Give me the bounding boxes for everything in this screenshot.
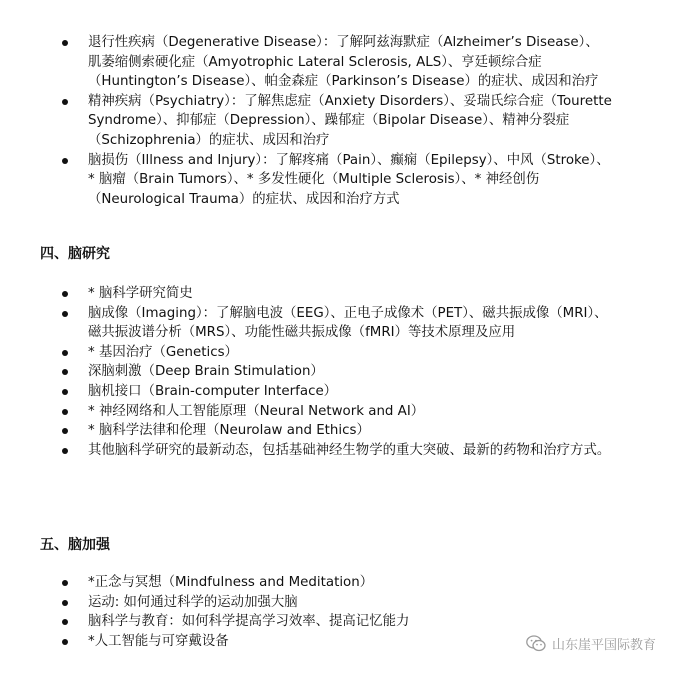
wechat-icon [526,635,546,652]
bullet-icon [62,580,68,586]
list-item: * 脑科学研究简史 [0,284,674,304]
bullet-icon [62,448,68,454]
bullet-icon [62,369,68,375]
list-item: * 脑科学法律和伦理（Neurolaw and Ethics） [0,421,674,441]
section4-list [0,284,674,460]
bullet-icon [62,428,68,434]
list-item: *人工智能与可穿戴设备 [0,632,674,652]
list-item: 运动: 如何通过科学的运动加强大脑 [0,593,674,613]
watermark [526,634,656,653]
section4-heading: 四、脑研究 [40,246,110,262]
bullet-icon [62,40,68,46]
list-item: 脑科学与教育：如何科学提高学习效率、提高记忆能力 [0,612,674,632]
bullet-icon [62,600,68,606]
watermark-text: 山东崖平国际教育 [551,638,656,653]
bullet-icon [62,639,68,645]
list-item: 其他脑科学研究的最新动态，包括基础神经生物学的重大突破、最新的药物和治疗方式。 [0,441,674,461]
bullet-icon [62,389,68,395]
bullet-icon [62,99,68,105]
bullet-icon [62,158,68,164]
list-item: * 神经网络和人工智能原理（Neural Network and AI） [0,402,674,422]
list-item: 深脑刺激（Deep Brain Stimulation） [0,362,674,382]
bullet-icon [62,409,68,415]
section3-list [0,33,674,209]
section5-heading: 五、脑加强 [40,537,110,553]
list-item: 精神疾病（Psychiatry）：了解焦虑症（Anxiety Disorders）、妥瑞氏综合症（Tourette Syndrome）、抑郁症（Depression）、躁郁症（Bipolar Disease）、精神分裂症（Schizophrenia）的症状、成因和治疗 [0,92,674,151]
bullet-icon [62,350,68,356]
bullet-icon [62,291,68,297]
list-item: * 基因治疗（Genetics） [0,343,674,363]
list-item: 脑机接口（Brain-computer Interface） [0,382,674,402]
list-item: 脑成像（Imaging）：了解脑电波（EEG）、正电子成像术（PET）、磁共振成像（MRI）、磁共振波谱分析（MRS）、功能性磁共振成像（fMRI）等技术原理及应用 [0,304,674,343]
bullet-icon [62,619,68,625]
list-item: 退行性疾病（Degenerative Disease）：了解阿兹海默症（Alzheimer’s Disease）、肌萎缩侧索硬化症（Amyotrophic Lateral Sclerosis, ALS）、亨廷顿综合症（Huntington’s Disease）、帕金森症（Parkinson’s Disease）的症状、成因和治疗 [0,33,674,92]
list-item: 脑损伤（Illness and Injury）：了解疼痛（Pain）、癫痫（Epilepsy）、中风（Stroke）、* 脑瘤（Brain Tumors）、* 多发性硬化（Multiple Sclerosis）、* 神经创伤（Neurological Trauma）的症状、成因和治疗方式 [0,151,674,210]
list-item: *正念与冥想（Mindfulness and Meditation） [0,573,674,593]
bullet-icon [62,311,68,317]
